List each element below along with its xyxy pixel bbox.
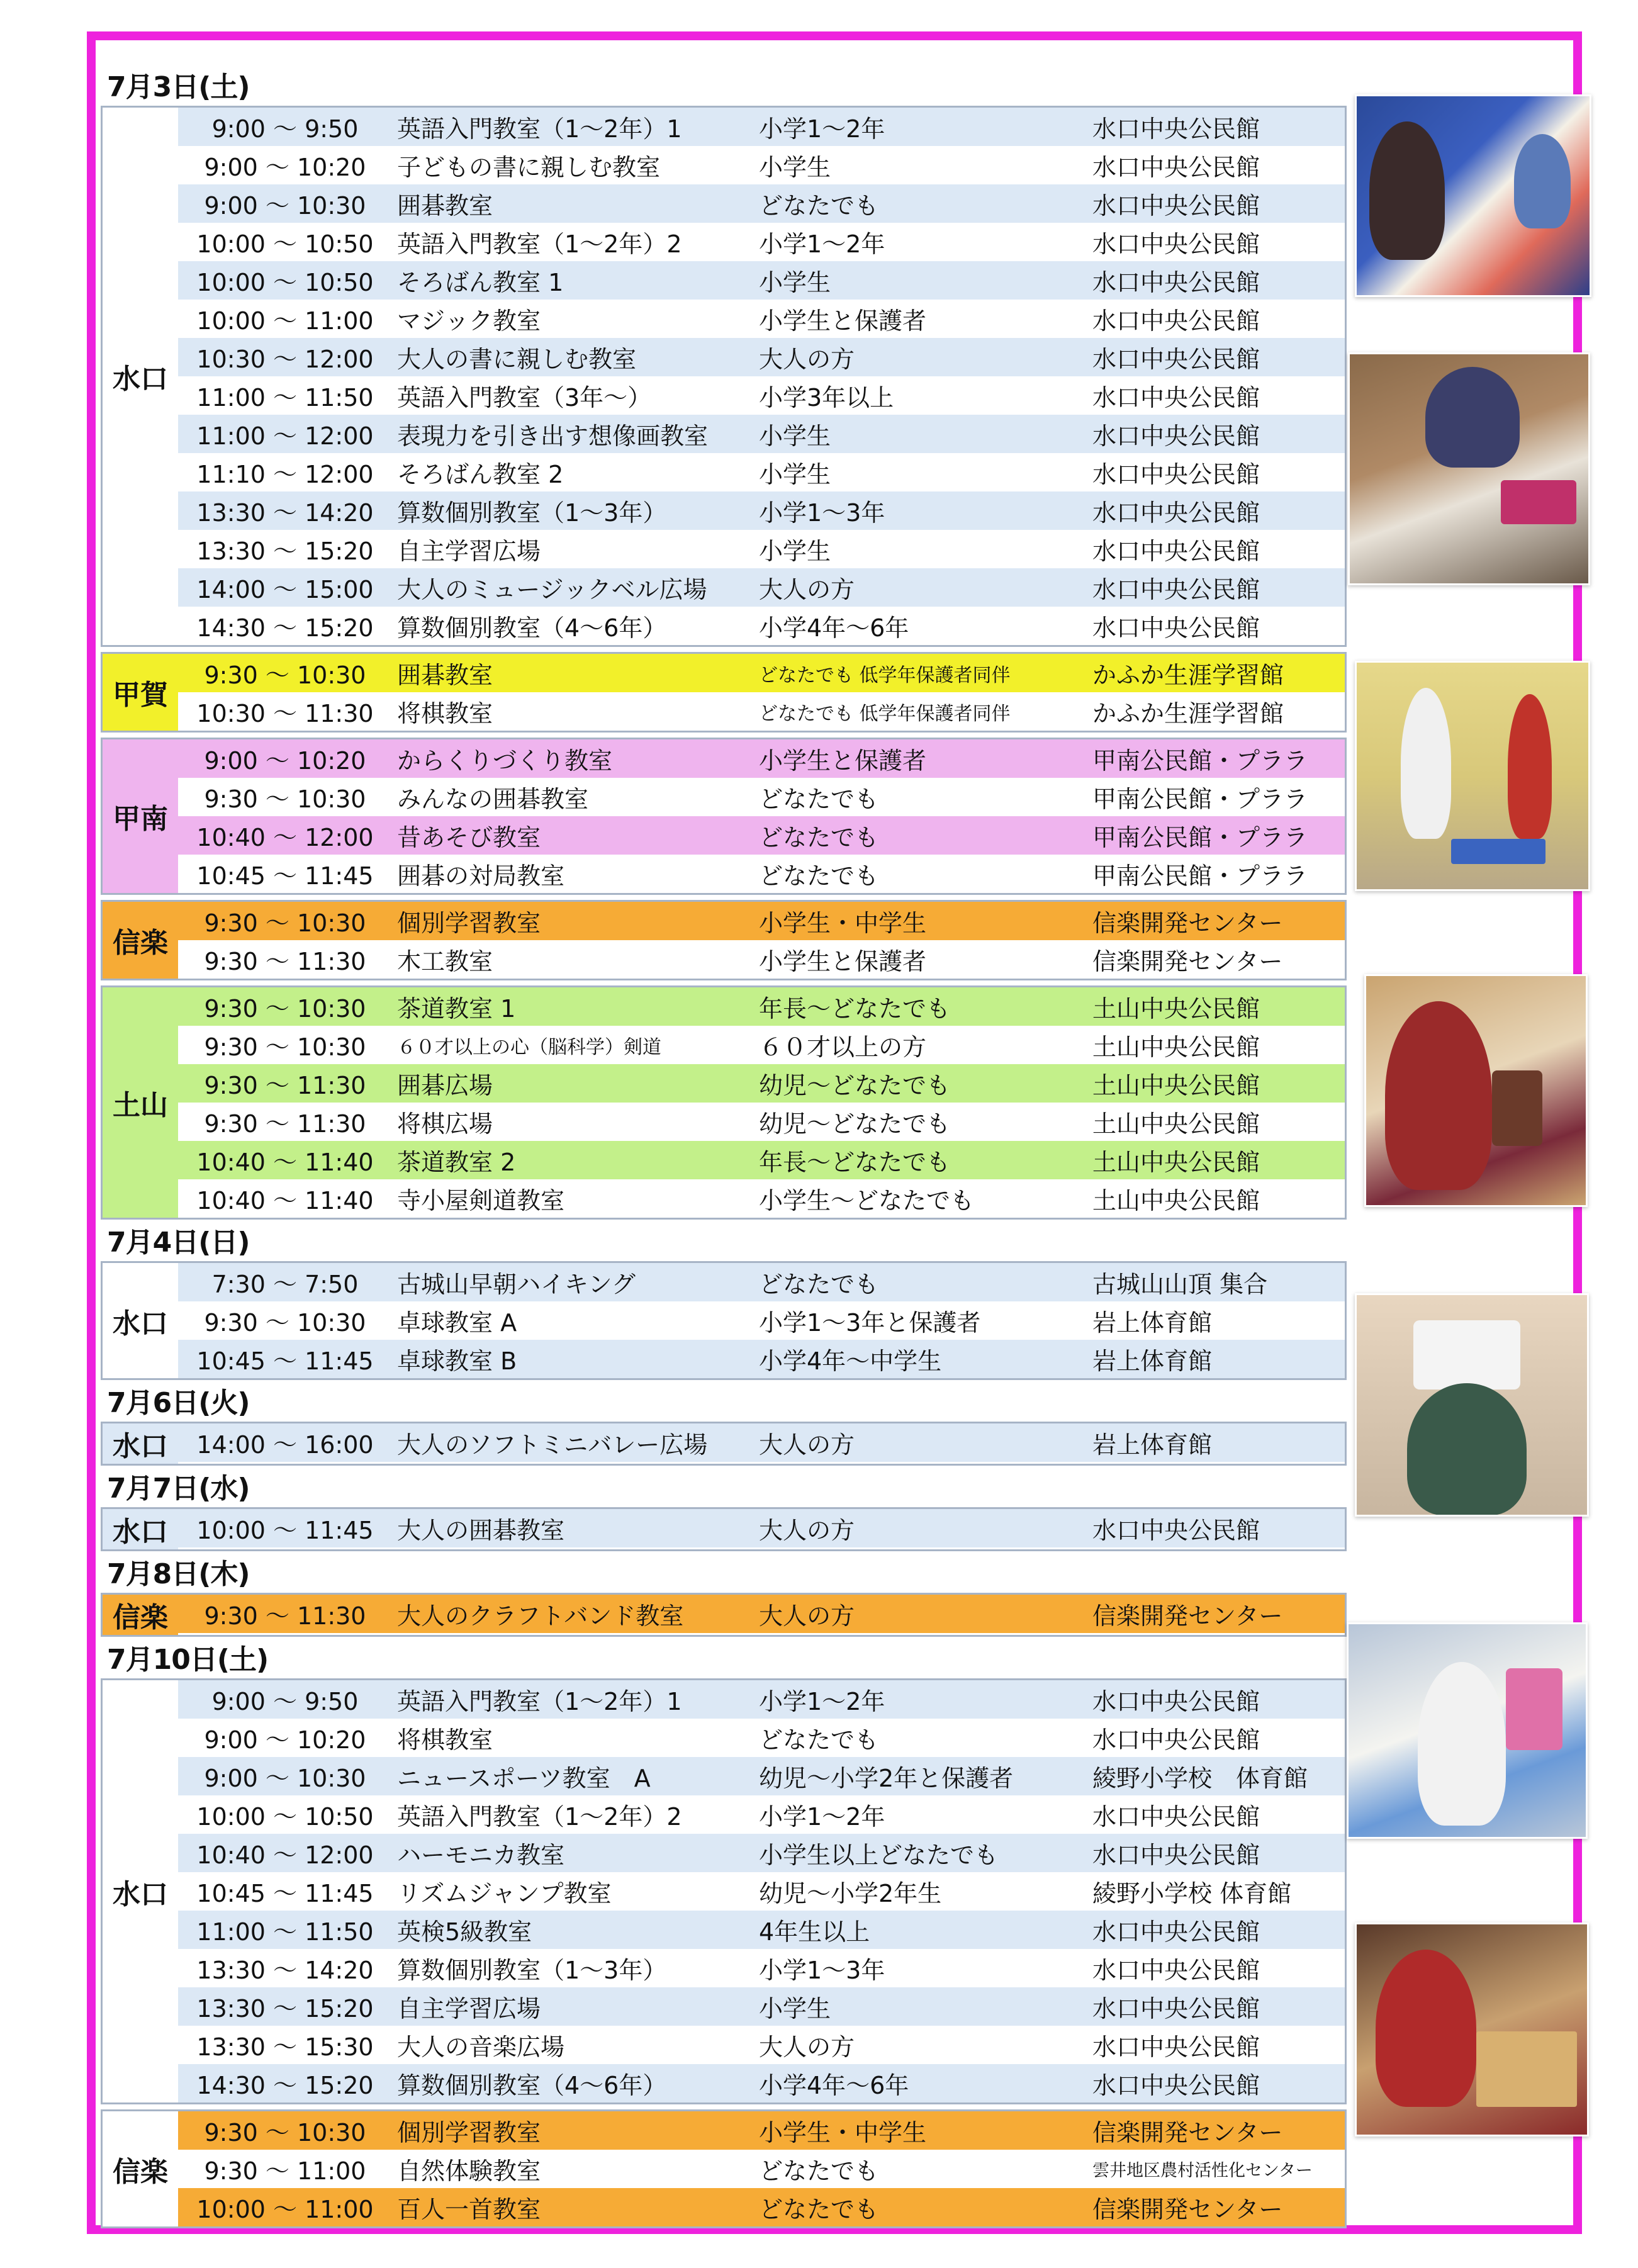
event-title: 個別学習教室 <box>397 2119 541 2147</box>
event-place: 水口中央公民館 <box>1092 192 1260 220</box>
event-target: どなたでも <box>759 1271 879 1298</box>
event-time: 14:00 〜 15:00 <box>196 576 374 603</box>
area-label: 甲南 <box>103 739 178 893</box>
event-row <box>178 1719 1345 1757</box>
event-row <box>178 654 1345 692</box>
event-target: 小学1〜3年と保護者 <box>759 1309 981 1337</box>
event-time: 10:45 〜 11:45 <box>196 1880 374 1907</box>
event-target: 小学4年〜中学生 <box>759 1347 942 1375</box>
area-label: 甲賀 <box>103 654 178 731</box>
date-heading: 7月10日(土) <box>107 1644 269 1676</box>
event-time: 10:00 〜 10:50 <box>196 1803 374 1831</box>
event-place: 信楽開発センター <box>1092 909 1283 937</box>
event-time: 13:30 〜 15:20 <box>196 1995 374 2023</box>
event-title: 英語入門教室（1〜2年）1 <box>397 115 682 143</box>
event-target: 小学1〜2年 <box>759 230 885 258</box>
event-rows <box>178 1263 1345 1378</box>
event-time: 9:00 〜 10:30 <box>204 192 366 220</box>
event-time: 9:00 〜 9:50 <box>211 1688 359 1715</box>
event-time: 10:45 〜 11:45 <box>196 1347 374 1375</box>
event-place: 水口中央公民館 <box>1092 2072 1260 2099</box>
event-title: 英語入門教室（1〜2年）1 <box>397 1688 682 1715</box>
event-time: 10:30 〜 12:00 <box>196 345 374 373</box>
event-place: 土山中央公民館 <box>1092 1033 1260 1061</box>
area-label: 水口 <box>103 1680 178 2102</box>
area-section <box>101 900 1347 980</box>
event-title: 茶道教室 2 <box>397 1148 516 1176</box>
area-section <box>101 738 1347 895</box>
event-place: 水口中央公民館 <box>1092 576 1260 603</box>
event-place: 信楽開発センター <box>1092 2119 1283 2147</box>
event-title: リズムジャンプ教室 <box>397 1880 612 1907</box>
event-target: 小学1〜2年 <box>759 1803 885 1831</box>
event-row <box>178 2150 1345 2188</box>
event-row <box>178 1595 1345 1633</box>
event-title: 将棋教室 <box>397 700 493 727</box>
event-row <box>178 1026 1345 1064</box>
event-time: 10:00 〜 11:00 <box>196 307 374 335</box>
event-target: 小学生・中学生 <box>759 2119 927 2147</box>
event-time: 13:30 〜 14:20 <box>196 499 374 527</box>
event-place: 水口中央公民館 <box>1092 307 1260 335</box>
event-row <box>178 1179 1345 1218</box>
date-heading: 7月6日(火) <box>107 1387 250 1419</box>
event-row <box>178 376 1345 415</box>
event-rows <box>178 2111 1345 2226</box>
event-time: 9:30 〜 11:30 <box>204 1110 366 1138</box>
event-place: 水口中央公民館 <box>1092 1995 1260 2023</box>
event-place: 水口中央公民館 <box>1092 230 1260 258</box>
event-time: 9:00 〜 10:30 <box>204 1765 366 1792</box>
event-time: 9:30 〜 10:30 <box>204 1033 366 1061</box>
area-section <box>101 1261 1347 1380</box>
event-row <box>178 146 1345 184</box>
event-row <box>178 1423 1345 1462</box>
event-row <box>178 1911 1345 1949</box>
event-title: 英語入門教室（1〜2年）2 <box>397 1803 682 1831</box>
area-label: 水口 <box>103 1263 178 1378</box>
event-title: 大人のクラフトバンド教室 <box>397 1602 684 1630</box>
event-title: みんなの囲碁教室 <box>397 785 589 813</box>
event-time: 10:00 〜 11:00 <box>196 2196 374 2223</box>
event-time: 10:40 〜 11:40 <box>196 1148 374 1176</box>
event-title: 子どもの書に親しむ教室 <box>397 154 661 181</box>
photo-bowling-game <box>1355 661 1590 891</box>
event-target: 小学生〜どなたでも <box>759 1187 975 1215</box>
event-place: 水口中央公民館 <box>1092 269 1260 296</box>
event-title: 大人のミュージックベル広場 <box>397 576 707 603</box>
event-time: 9:30 〜 10:30 <box>204 661 366 689</box>
event-row <box>178 1064 1345 1103</box>
event-rows <box>178 654 1345 731</box>
event-target: どなたでも <box>759 2157 879 2185</box>
event-title: 大人の音楽広場 <box>397 2033 565 2061</box>
event-rows <box>178 108 1345 645</box>
event-time: 9:30 〜 11:30 <box>204 948 366 975</box>
photo-watercolor <box>1348 352 1590 585</box>
photo-painting <box>1355 94 1591 297</box>
event-time: 9:00 〜 10:20 <box>204 1726 366 1754</box>
event-title: 自主学習広場 <box>397 1995 541 2023</box>
event-row <box>178 453 1345 491</box>
event-place: 信楽開発センター <box>1092 948 1283 975</box>
schedule-table <box>101 69 1347 2233</box>
event-title: 算数個別教室（1〜3年） <box>397 1956 667 1984</box>
event-title: 自然体験教室 <box>397 2157 541 2185</box>
date-heading: 7月7日(水) <box>107 1473 250 1505</box>
event-row <box>178 1680 1345 1719</box>
event-title: 英検5級教室 <box>397 1918 532 1946</box>
event-row <box>178 1301 1345 1340</box>
event-title: ハーモニカ教室 <box>397 1841 565 1869</box>
event-row <box>178 1987 1345 2026</box>
event-title: 木工教室 <box>397 948 493 975</box>
event-target: 幼児〜どなたでも <box>759 1072 951 1099</box>
event-row <box>178 1795 1345 1834</box>
event-rows <box>178 1680 1345 2102</box>
event-row <box>178 2188 1345 2226</box>
event-place: 水口中央公民館 <box>1092 422 1260 450</box>
event-place: 水口中央公民館 <box>1092 1688 1260 1715</box>
event-target: 小学生 <box>759 1995 831 2023</box>
event-title: 囲碁の対局教室 <box>397 862 565 890</box>
event-target: 年長〜どなたでも <box>759 1148 951 1176</box>
event-place: 岩上体育館 <box>1092 1431 1213 1459</box>
event-target: 小学生・中学生 <box>759 909 927 937</box>
event-row <box>178 2111 1345 2150</box>
event-target: 小学生 <box>759 154 831 181</box>
photo-shogi <box>1355 1923 1589 2136</box>
event-title: 算数個別教室（4〜6年） <box>397 614 667 642</box>
event-row <box>178 108 1345 146</box>
event-row <box>178 692 1345 731</box>
event-title: 算数個別教室（4〜6年） <box>397 2072 667 2099</box>
event-time: 9:00 〜 10:20 <box>204 747 366 775</box>
event-time: 13:30 〜 15:20 <box>196 537 374 565</box>
event-title: そろばん教室 2 <box>397 461 564 488</box>
event-target: 大人の方 <box>759 345 855 373</box>
event-title: 囲碁教室 <box>397 192 493 220</box>
event-time: 9:00 〜 9:50 <box>211 115 359 143</box>
event-title: ニュースポーツ教室 A <box>397 1765 651 1792</box>
event-place: 綾野小学校 体育館 <box>1092 1880 1292 1907</box>
event-row <box>178 1949 1345 1987</box>
event-place: 甲南公民館・プララ <box>1092 785 1308 813</box>
event-target: 小学1〜2年 <box>759 115 885 143</box>
event-time: 11:10 〜 12:00 <box>196 461 374 488</box>
date-heading: 7月3日(土) <box>107 71 250 103</box>
event-place: 水口中央公民館 <box>1092 1841 1260 1869</box>
event-title: 将棋広場 <box>397 1110 493 1138</box>
event-time: 9:30 〜 10:30 <box>204 2119 366 2147</box>
event-target: どなたでも <box>759 1726 879 1754</box>
event-target: 小学4年〜6年 <box>759 614 909 642</box>
event-row <box>178 2064 1345 2102</box>
area-label: 信楽 <box>103 902 178 979</box>
event-title: 大人のソフトミニバレー広場 <box>397 1431 708 1459</box>
event-time: 13:30 〜 15:30 <box>196 2033 374 2061</box>
area-section <box>101 1422 1347 1466</box>
event-target: 小学1〜3年 <box>759 499 885 527</box>
event-rows <box>178 1423 1345 1464</box>
event-title: ６０才以上の心（脳科学）剣道 <box>397 1036 661 1058</box>
event-title: マジック教室 <box>397 307 541 335</box>
event-place: 土山中央公民館 <box>1092 995 1260 1023</box>
event-place: 水口中央公民館 <box>1092 115 1260 143</box>
event-time: 9:30 〜 10:30 <box>204 785 366 813</box>
event-title: 大人の書に親しむ教室 <box>397 345 637 373</box>
event-time: 10:45 〜 11:45 <box>196 862 374 890</box>
event-row <box>178 300 1345 338</box>
event-time: 9:30 〜 11:00 <box>204 2157 366 2185</box>
event-row <box>178 1757 1345 1795</box>
area-section <box>101 985 1347 1220</box>
event-place: かふか生涯学習館 <box>1092 661 1284 689</box>
event-place: 土山中央公民館 <box>1092 1187 1260 1215</box>
photo-craft-basket <box>1364 974 1588 1207</box>
event-place: 信楽開発センター <box>1092 2196 1283 2223</box>
event-place: 土山中央公民館 <box>1092 1072 1260 1099</box>
event-target: 大人の方 <box>759 1431 855 1459</box>
event-place: 岩上体育館 <box>1092 1347 1213 1375</box>
event-place: 土山中央公民館 <box>1092 1110 1260 1138</box>
event-place: 岩上体育館 <box>1092 1309 1213 1337</box>
event-target: ６０才以上の方 <box>759 1033 927 1061</box>
event-time: 10:30 〜 11:30 <box>196 700 374 727</box>
event-row <box>178 739 1345 778</box>
event-row <box>178 902 1345 940</box>
event-title: 卓球教室 B <box>397 1347 517 1375</box>
event-title: 百人一首教室 <box>397 2196 541 2223</box>
event-title: 茶道教室 1 <box>397 995 516 1023</box>
event-target: 小学1〜2年 <box>759 1688 885 1715</box>
area-section <box>101 652 1347 733</box>
event-place: 水口中央公民館 <box>1092 1726 1260 1754</box>
event-target: どなたでも <box>759 824 879 851</box>
event-row <box>178 223 1345 261</box>
event-target: どなたでも <box>759 785 879 813</box>
event-place: 水口中央公民館 <box>1092 154 1260 181</box>
event-title: 卓球教室 A <box>397 1309 517 1337</box>
event-row <box>178 778 1345 816</box>
event-place: 古城山山頂 集合 <box>1092 1271 1268 1298</box>
event-title: そろばん教室 1 <box>397 269 564 296</box>
event-time: 9:30 〜 10:30 <box>204 995 366 1023</box>
area-section <box>101 2109 1347 2228</box>
event-title: 算数個別教室（1〜3年） <box>397 499 667 527</box>
event-rows <box>178 1595 1345 1635</box>
event-rows <box>178 1509 1345 1549</box>
event-target: 4年生以上 <box>759 1918 870 1946</box>
event-time: 9:30 〜 11:30 <box>204 1602 366 1630</box>
event-time: 14:30 〜 15:20 <box>196 2072 374 2099</box>
photo-carp-streamers <box>1347 1622 1588 1839</box>
event-title: からくりづくり教室 <box>397 747 613 775</box>
event-row <box>178 1103 1345 1141</box>
event-row <box>178 940 1345 979</box>
event-place: 甲南公民館・プララ <box>1092 862 1308 890</box>
event-target: 大人の方 <box>759 1602 855 1630</box>
event-row <box>178 568 1345 607</box>
event-title: 昔あそび教室 <box>397 824 541 851</box>
event-time: 10:00 〜 10:50 <box>196 230 374 258</box>
event-time: 9:00 〜 10:20 <box>204 154 366 181</box>
event-target: 小学生と保護者 <box>759 948 927 975</box>
event-row <box>178 1872 1345 1911</box>
event-time: 9:30 〜 10:30 <box>204 1309 366 1337</box>
event-row <box>178 415 1345 453</box>
event-target: 大人の方 <box>759 2033 855 2061</box>
event-time: 10:00 〜 11:45 <box>196 1517 374 1544</box>
event-place: 水口中央公民館 <box>1092 461 1260 488</box>
date-heading: 7月8日(木) <box>107 1558 250 1590</box>
event-time: 13:30 〜 14:20 <box>196 1956 374 1984</box>
event-place: 水口中央公民館 <box>1092 614 1260 642</box>
event-place: 綾野小学校 体育館 <box>1092 1765 1308 1792</box>
event-place: 水口中央公民館 <box>1092 1918 1260 1946</box>
event-time: 9:30 〜 10:30 <box>204 909 366 937</box>
event-row <box>178 816 1345 855</box>
event-rows <box>178 902 1345 979</box>
event-title: 寺小屋剣道教室 <box>397 1187 565 1215</box>
event-title: 大人の囲碁教室 <box>397 1517 565 1544</box>
event-title: 表現力を引き出す想像画教室 <box>397 422 709 450</box>
event-place: 雲井地区農村活性化センター <box>1092 2161 1313 2181</box>
event-target: 年長〜どなたでも <box>759 995 951 1023</box>
event-row <box>178 855 1345 893</box>
event-row <box>178 1834 1345 1872</box>
date-heading: 7月4日(日) <box>107 1227 250 1259</box>
event-target: 幼児〜小学2年生 <box>759 1880 942 1907</box>
event-row <box>178 261 1345 300</box>
area-label: 水口 <box>103 108 178 645</box>
area-label: 水口 <box>103 1423 178 1464</box>
event-rows <box>178 739 1345 893</box>
event-row <box>178 1509 1345 1547</box>
area-section <box>101 1507 1347 1551</box>
event-target: 小学生 <box>759 269 831 296</box>
area-section <box>101 1678 1347 2104</box>
event-target: 小学生 <box>759 537 831 565</box>
event-target: どなたでも 低学年保護者同伴 <box>759 664 1011 687</box>
event-place: 水口中央公民館 <box>1092 1956 1260 1984</box>
event-target: どなたでも <box>759 2196 879 2223</box>
event-target: 大人の方 <box>759 1517 855 1544</box>
event-place: 信楽開発センター <box>1092 1602 1283 1630</box>
event-target: 小学生以上どなたでも <box>759 1841 999 1869</box>
area-section <box>101 106 1347 647</box>
event-time: 10:40 〜 11:40 <box>196 1187 374 1215</box>
event-time: 14:00 〜 16:00 <box>196 1431 374 1459</box>
event-row <box>178 1340 1345 1378</box>
event-place: 水口中央公民館 <box>1092 1517 1260 1544</box>
event-time: 11:00 〜 11:50 <box>196 1918 374 1946</box>
event-time: 11:00 〜 11:50 <box>196 384 374 412</box>
event-title: 英語入門教室（1〜2年）2 <box>397 230 682 258</box>
event-time: 10:40 〜 12:00 <box>196 824 374 851</box>
event-title: 英語入門教室（3年〜） <box>397 384 652 412</box>
area-section <box>101 1593 1347 1637</box>
event-target: 小学生と保護者 <box>759 747 927 775</box>
event-place: かふか生涯学習館 <box>1092 700 1284 727</box>
event-title: 自主学習広場 <box>397 537 541 565</box>
event-target: 大人の方 <box>759 576 855 603</box>
event-target: どなたでも 低学年保護者同伴 <box>759 702 1011 725</box>
event-row <box>178 1263 1345 1301</box>
event-target: 小学4年〜6年 <box>759 2072 909 2099</box>
event-time: 9:30 〜 11:30 <box>204 1072 366 1099</box>
event-place: 土山中央公民館 <box>1092 1148 1260 1176</box>
event-target: 小学生 <box>759 422 831 450</box>
event-place: 水口中央公民館 <box>1092 1803 1260 1831</box>
event-time: 7:30 〜 7:50 <box>211 1271 359 1298</box>
event-target: 小学生 <box>759 461 831 488</box>
event-title: 古城山早朝ハイキング <box>397 1271 636 1298</box>
event-row <box>178 1141 1345 1179</box>
event-place: 水口中央公民館 <box>1092 499 1260 527</box>
event-target: 小学1〜3年 <box>759 1956 885 1984</box>
event-rows <box>178 987 1345 1218</box>
event-place: 水口中央公民館 <box>1092 345 1260 373</box>
event-target: 小学3年以上 <box>759 384 894 412</box>
event-target: 幼児〜どなたでも <box>759 1110 951 1138</box>
area-label: 水口 <box>103 1509 178 1549</box>
event-time: 10:40 〜 12:00 <box>196 1841 374 1869</box>
event-target: どなたでも <box>759 192 879 220</box>
event-place: 水口中央公民館 <box>1092 537 1260 565</box>
event-target: どなたでも <box>759 862 879 890</box>
event-row <box>178 184 1345 223</box>
photo-paper-hat <box>1355 1293 1589 1517</box>
event-target: 小学生と保護者 <box>759 307 927 335</box>
event-target: 幼児〜小学2年と保護者 <box>759 1765 1014 1792</box>
event-row <box>178 530 1345 568</box>
event-row <box>178 338 1345 376</box>
event-place: 甲南公民館・プララ <box>1092 824 1308 851</box>
area-label: 信楽 <box>103 1595 178 1635</box>
event-title: 囲碁広場 <box>397 1072 493 1099</box>
event-row <box>178 987 1345 1026</box>
event-title: 将棋教室 <box>397 1726 493 1754</box>
event-title: 囲碁教室 <box>397 661 493 689</box>
event-row <box>178 491 1345 530</box>
area-label: 信楽 <box>103 2111 178 2226</box>
event-time: 10:00 〜 10:50 <box>196 269 374 296</box>
event-title: 個別学習教室 <box>397 909 541 937</box>
event-place: 甲南公民館・プララ <box>1092 747 1308 775</box>
event-row <box>178 2026 1345 2064</box>
event-time: 11:00 〜 12:00 <box>196 422 374 450</box>
event-row <box>178 607 1345 645</box>
event-place: 水口中央公民館 <box>1092 384 1260 412</box>
event-place: 水口中央公民館 <box>1092 2033 1260 2061</box>
event-time: 14:30 〜 15:20 <box>196 614 374 642</box>
area-label: 土山 <box>103 987 178 1218</box>
